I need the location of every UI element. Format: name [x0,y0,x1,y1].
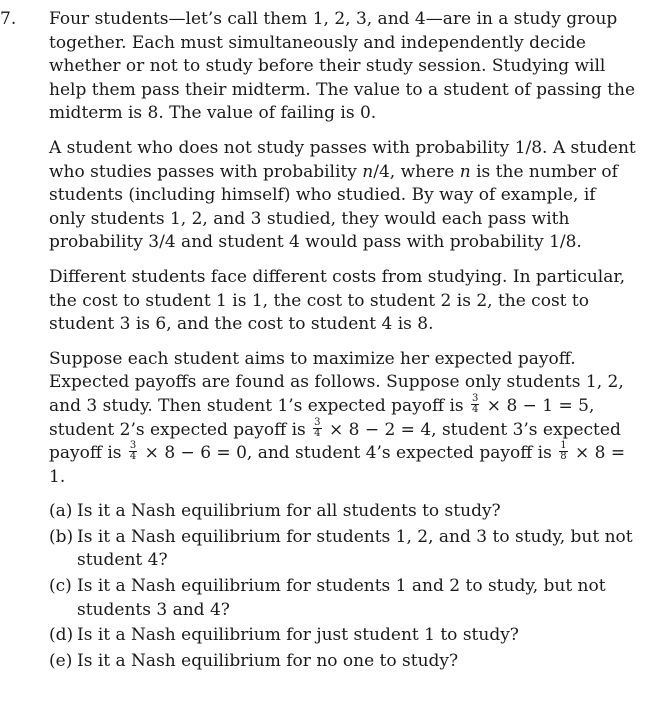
paragraph-probability-part-2: /4, where [373,161,460,182]
paragraph-payoffs-part-4: × 8 − 6 = 0, and student 4’s expected payoff is [139,443,558,464]
variable-n: n [459,161,471,182]
question-text: Is it a Nash equilibrium for students 1, 2, and 3 to study, but not student 4? [77,526,633,571]
paragraph-payoffs-part-3: × 8 − 2 = 4, student 3’s expected payoff is [49,419,621,464]
paragraph-payoffs [49,348,637,490]
fraction-denominator: 4 [314,427,321,439]
question-item [49,575,637,622]
variable-n: n [362,161,374,182]
problem-number: 7. [0,9,17,29]
fraction-three-quarters [313,418,321,439]
paragraph-setup: Four students—let’s call them 1, 2, 3, and 4—are in a study group together. Each must simultaneously and independently decide whether or not to study before their study session. Studying will help them pass their midterm. The value to a student of passing the midterm is 8. The value of failing is 0. [49,9,636,124]
fraction-numerator: 1 [560,440,567,452]
question-label: (c) [49,576,72,597]
paragraph-payoffs-part-5: × 8 = 1. [49,443,626,487]
fraction-numerator: 3 [314,416,321,428]
problem-body [49,8,637,675]
question-text: Is it a Nash equilibrium for just student 1 to study? [77,625,519,646]
fraction-numerator: 3 [472,392,479,404]
paragraph-payoffs-part-1: Suppose each student aims to maximize her expected payoff. Expected payoffs are found as follows. Suppose only students 1, 2, and 3 study. Then student 1’s expected payoff is [49,348,624,416]
question-item [49,624,637,648]
fraction-numerator: 3 [129,440,137,452]
question-label: (e) [49,650,73,671]
question-text: Is it a Nash equilibrium for all students to study? [77,501,501,522]
question-list [49,500,637,673]
question-label: (b) [49,526,74,547]
question-item [49,650,637,674]
paragraph-costs: Different students face different costs from studying. In particular, the cost to student 1 is 1, the cost to student 2 is 2, the cost to student 3 is 6, and the cost to student 4 is 8. [49,266,626,335]
fraction-denominator: 4 [472,403,479,415]
fraction-three-quarters [129,441,137,462]
question-text: Is it a Nash equilibrium for students 1 and 2 to study, but not students 3 and 4? [77,576,606,620]
question-item [49,526,637,573]
fraction-one-eighth [559,441,567,462]
question-item [49,500,637,524]
paragraph-probability [49,137,637,255]
paragraph-payoffs-part-2: × 8 − 1 = 5, student 2’s expected payoff is [49,395,595,440]
paragraph-probability-part-3: is the number of students (including himself) who studied. By way of example, if only students 1, 2, and 3 studied, they would each pass with probability 3/4 and student 4 would pass with probability 1/8. [49,161,618,253]
paragraph-probability-part-1: A student who does not study passes with probability 1/8. A student who studies passes with probability [49,137,636,182]
fraction-denominator: 8 [560,451,567,463]
question-label: (a) [49,501,73,522]
question-label: (d) [49,625,74,646]
fraction-denominator: 4 [129,451,137,463]
question-text: Is it a Nash equilibrium for no one to study? [77,650,459,671]
fraction-three-quarters [471,394,479,415]
